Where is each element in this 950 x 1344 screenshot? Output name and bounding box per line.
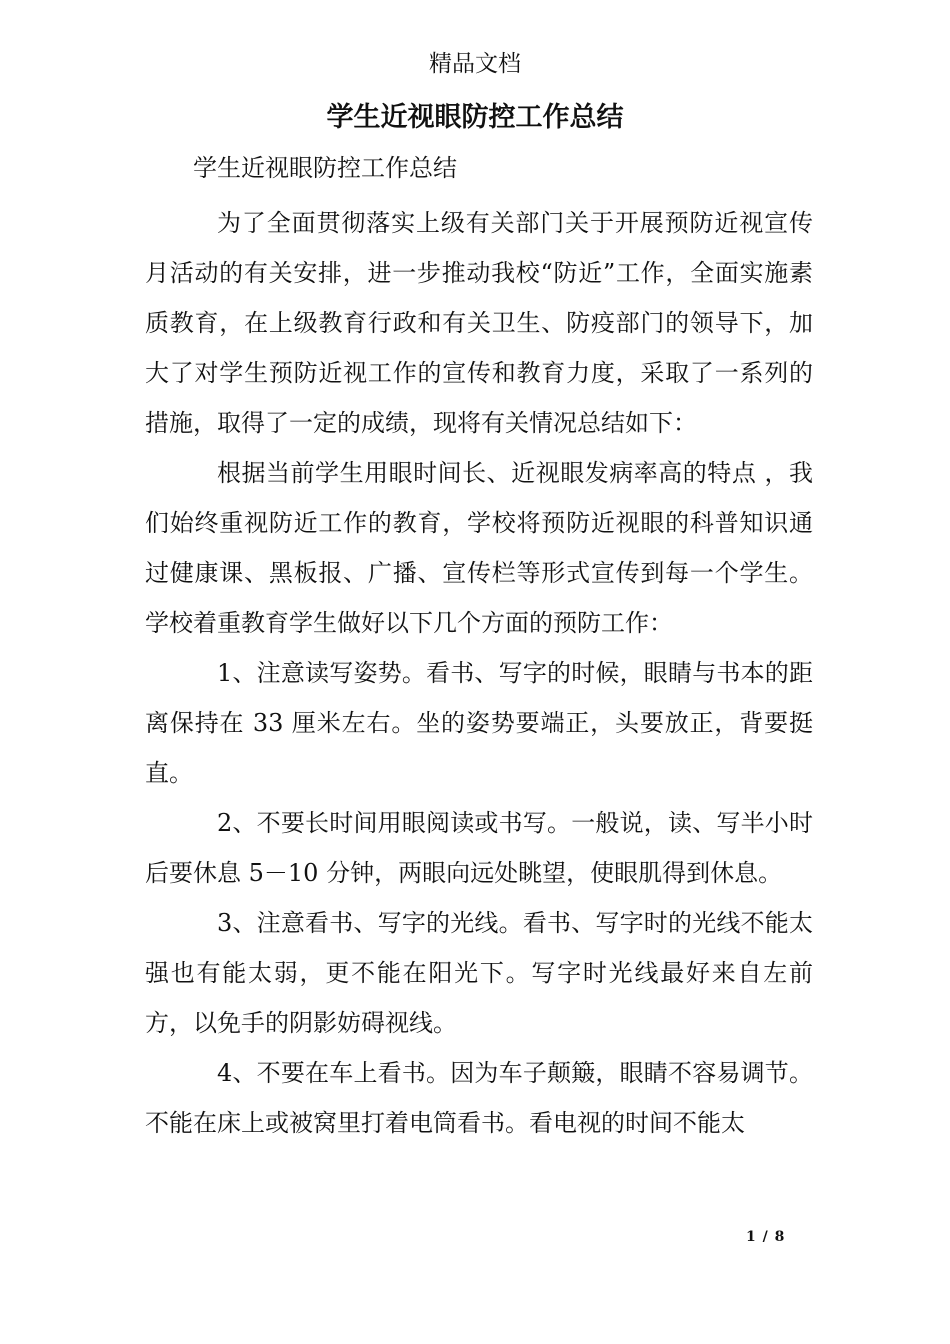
document-body [145, 148, 813, 1148]
document-title: 学生近视眼防控工作总结 [326, 102, 624, 133]
page-header: 精品文档 [429, 51, 521, 77]
paragraph-point-4: 4、不要在车上看书。因为车子颠簸，眼睛不容易调节。不能在床上或被窝里打着电筒看书。看电视的时间不能太 [145, 1059, 813, 1137]
paragraph-point-2: 2、不要长时间用眼阅读或书写。一般说，读、写半小时后要休息 5－10 分钟，两眼向远处眺望，使眼肌得到休息。 [145, 809, 813, 887]
document-subtitle: 学生近视眼防控工作总结 [193, 154, 457, 182]
paragraph-intro: 为了全面贯彻落实上级有关部门关于开展预防近视宣传月活动的有关安排，进一步推动我校“防近”工作，全面实施素质教育，在上级教育行政和有关卫生、防疫部门的领导下，加大了对学生预防近视工作的宣传和教育力度，采取了一系列的措施，取得了一定的成绩，现将有关情况总结如下： [145, 209, 813, 437]
paragraph-point-1: 1、注意读写姿势。看书、写字的时候，眼睛与书本的距离保持在 33 厘米左右。坐的姿势要端正，头要放正，背要挺直。 [145, 659, 813, 787]
paragraph-point-3: 3、注意看书、写字的光线。看书、写字时的光线不能太强也有能太弱，更不能在阳光下。写字时光线最好来自左前方，以免手的阴影妨碍视线。 [145, 909, 813, 1037]
page-number: 1 / 8 [746, 1229, 786, 1245]
paragraph-background: 根据当前学生用眼时间长、近视眼发病率高的特点 ，我们始终重视防近工作的教育，学校将预防近视眼的科普知识通过健康课、黑板报、广播、宣传栏等形式宣传到每一个学生。学校着重教育学生做好以下几个方面的预防工作： [145, 459, 813, 637]
